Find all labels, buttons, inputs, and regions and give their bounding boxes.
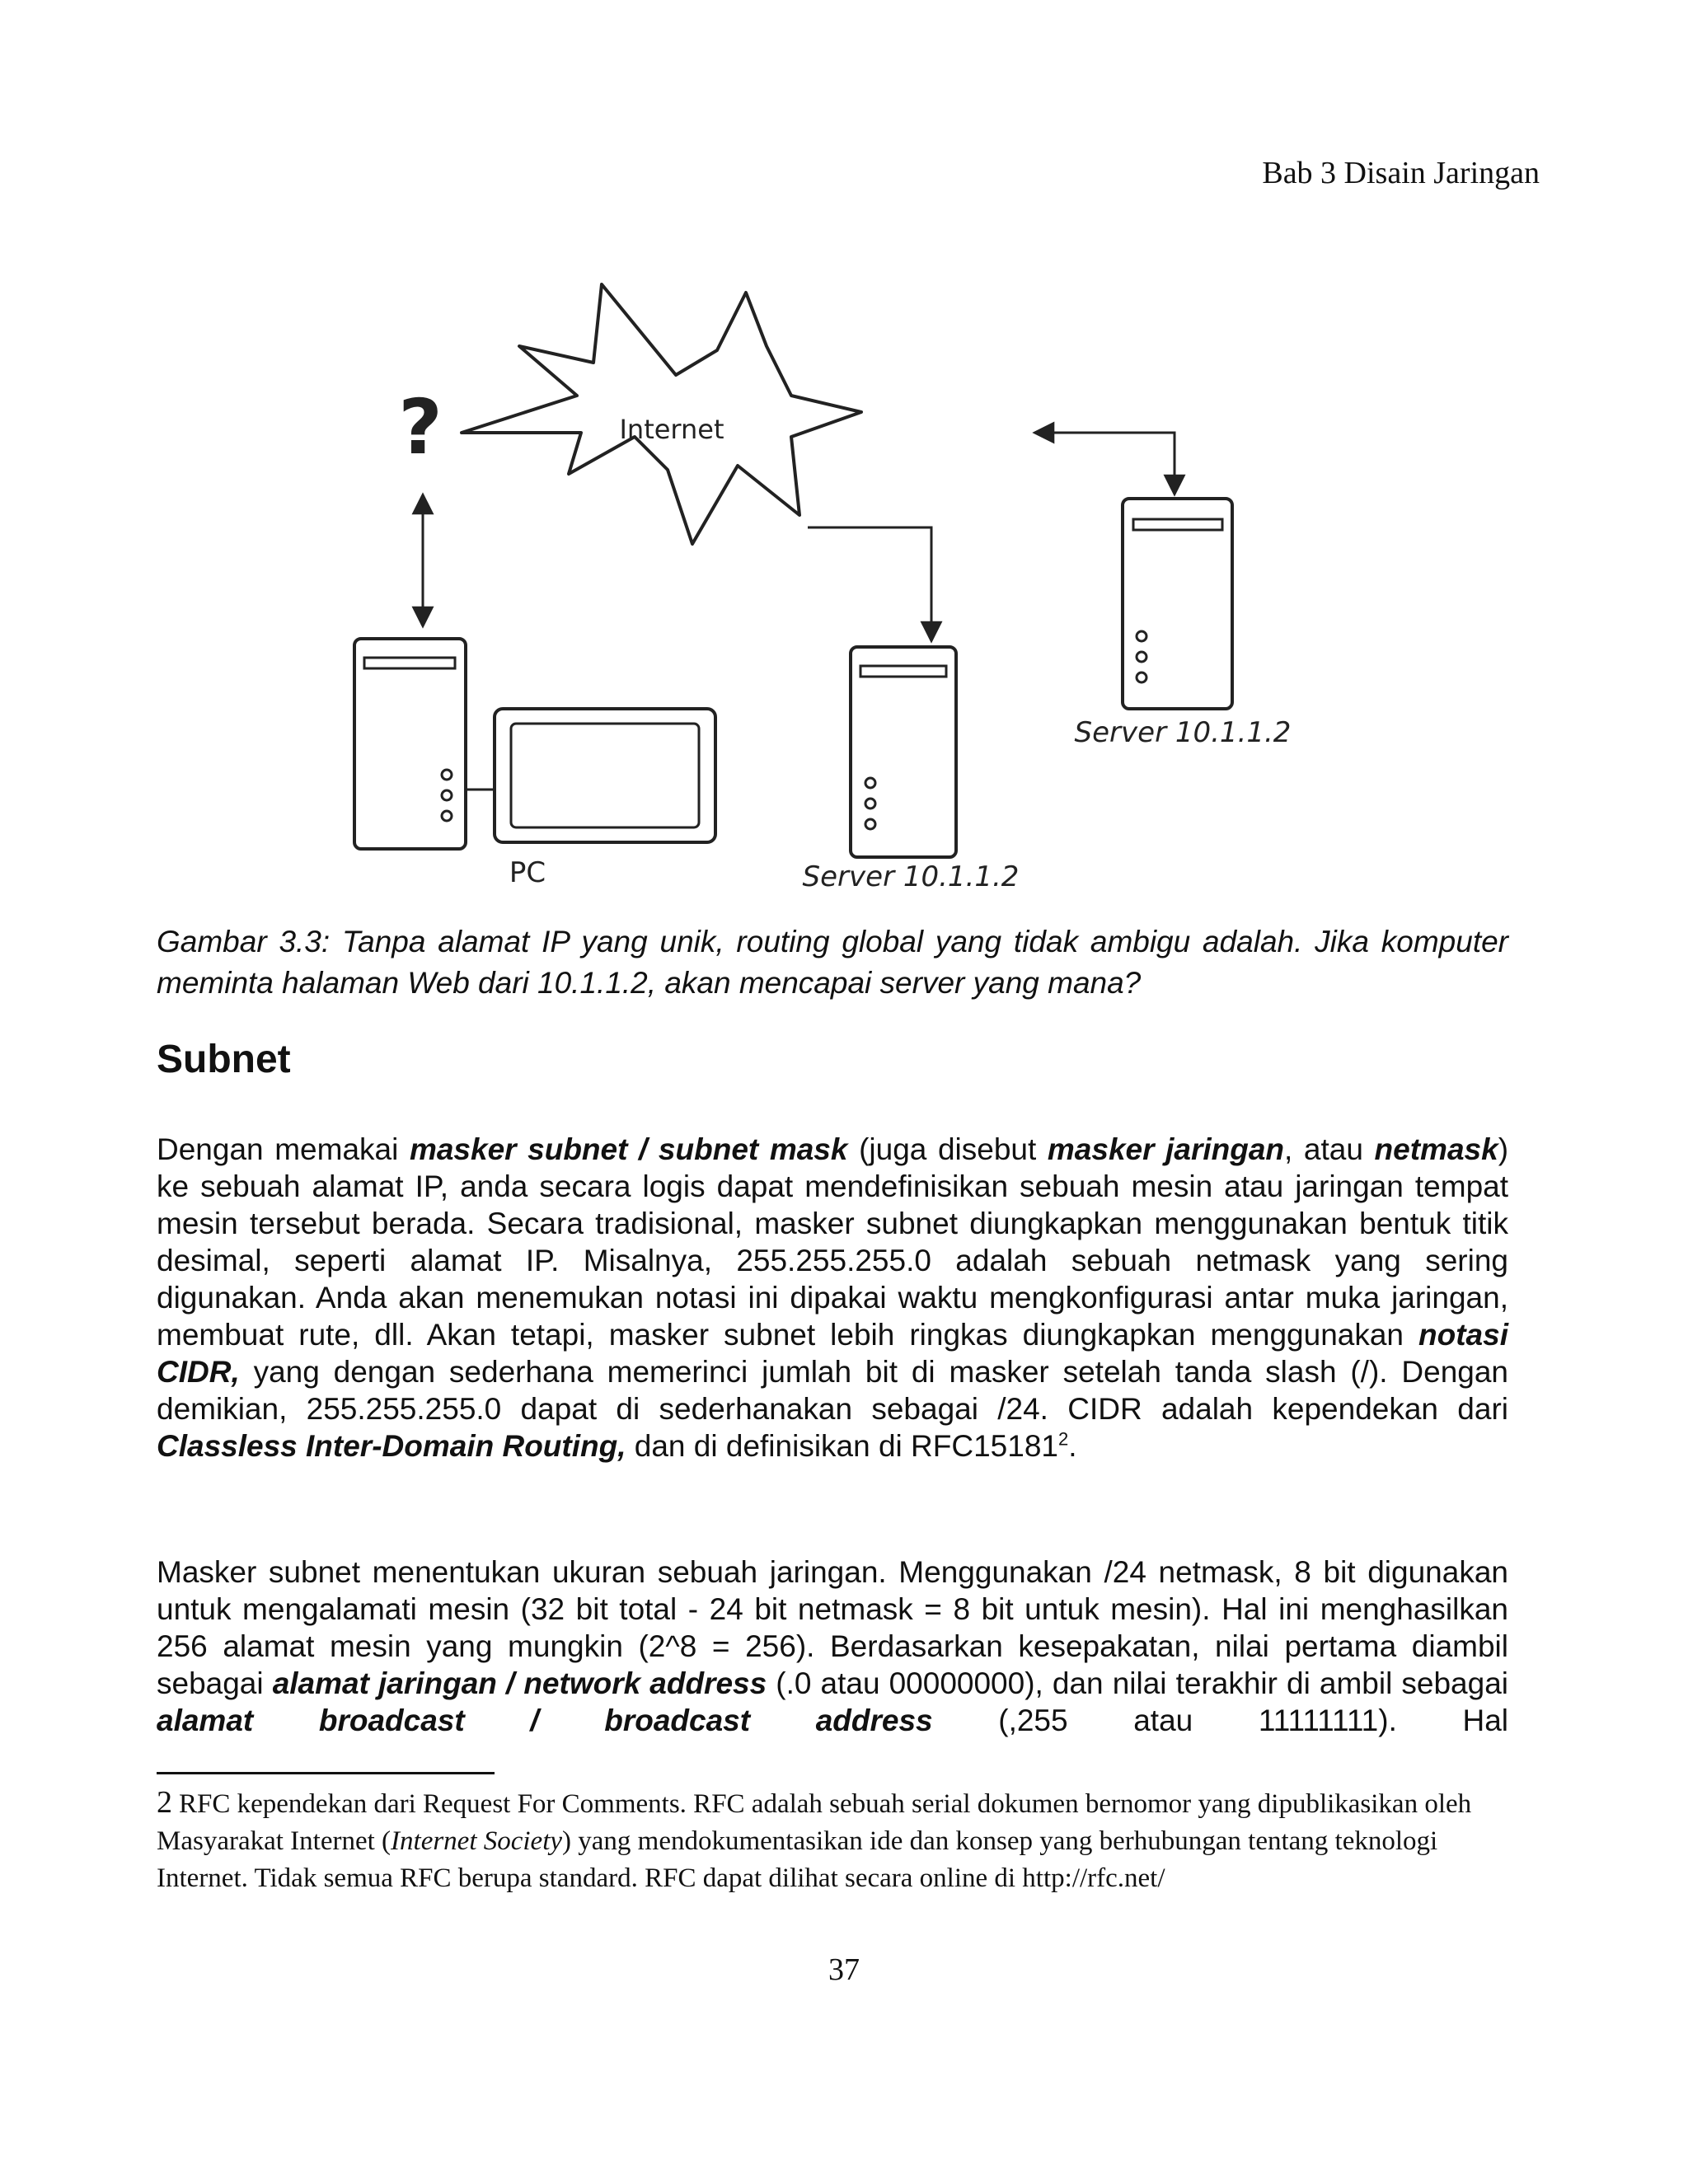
page-number: 37 <box>828 1952 860 1987</box>
figure-caption: Gambar 3.3: Tanpa alamat IP yang unik, routing global yang tidak ambigu adalah. Jika komputer meminta halaman Web dari 10.1.1.2, akan mencapai server yang mana? <box>157 925 1508 1000</box>
internet-label: Internet <box>619 414 724 445</box>
server-right-arrow <box>1034 433 1175 494</box>
server-center-arrow <box>808 527 931 641</box>
server-center <box>851 647 956 857</box>
pc-label: PC <box>509 856 546 889</box>
footnote-number: 2 <box>157 1785 172 1820</box>
pc-monitor <box>495 709 715 842</box>
question-mark: ? <box>398 383 443 471</box>
section-heading: Subnet <box>157 1038 291 1081</box>
footnote-separator <box>157 1772 495 1774</box>
network-diagram <box>330 272 1360 907</box>
running-header: Bab 3 Disain Jaringan <box>1262 156 1540 190</box>
pc-tower <box>354 639 466 849</box>
server-center-label: Server 10.1.1.2 <box>802 860 1020 893</box>
network-diagram-figure <box>330 272 1360 907</box>
server-right <box>1123 499 1232 709</box>
server-right-label: Server 10.1.1.2 <box>1074 716 1292 749</box>
footnote: 2 RFC kependekan dari Request For Comments. RFC adalah sebuah serial dokumen bernomor yang dipublikasikan oleh Masyarakat Internet (Internet Society) yang mendokumentasikan ide dan konsep yang berhubungan tentang teknologi Internet. Tidak semua RFC berupa standard. RFC dapat dilihat secara online di http://rfc.net/ <box>157 1785 1472 1893</box>
paragraph-network-size: Masker subnet menentukan ukuran sebuah jaringan. Menggunakan /24 netmask, 8 bit digunakan untuk mengalamati mesin (32 bit total - 24 bit netmask = 8 bit untuk mesin). Hal ini menghasilkan 256 alamat mesin yang mungkin (2^8 = 256). Berdasarkan kesepakatan, nilai pertama diambil sebagai alamat jaringan / network address (.0 atau 00000000), dan nilai terakhir di ambil sebagai alamat broadcast / broadcast address (,255 atau 11111111). Hal <box>157 1555 1509 1737</box>
footnote-ref: 2 <box>1058 1428 1069 1450</box>
paragraph-subnet-mask: Dengan memakai masker subnet / subnet mask (juga disebut masker jaringan, atau netmask) ke sebuah alamat IP, anda secara logis dapat mendefinisikan sebuah mesin atau jaringan tempat mesin tersebut berada. Secara tradisional, masker subnet diungkapkan menggunakan bentuk titik desimal, seperti alamat IP. Misalnya, 255.255.255.0 adalah sebuah netmask yang sering digunakan. Anda akan menemukan notasi ini dipakai waktu mengkonfigurasi antar muka jaringan, membuat rute, dll. Akan tetapi, masker subnet lebih ringkas diungkapkan menggunakan notasi CIDR, yang dengan sederhana memerinci jumlah bit di masker setelah tanda slash (/). Dengan demikian, 255.255.255.0 dapat di sederhanakan sebagai /24. CIDR adalah kependekan dari Classless Inter-Domain Routing, dan di definisikan di RFC15181$^2$. <box>157 1132 1509 1463</box>
